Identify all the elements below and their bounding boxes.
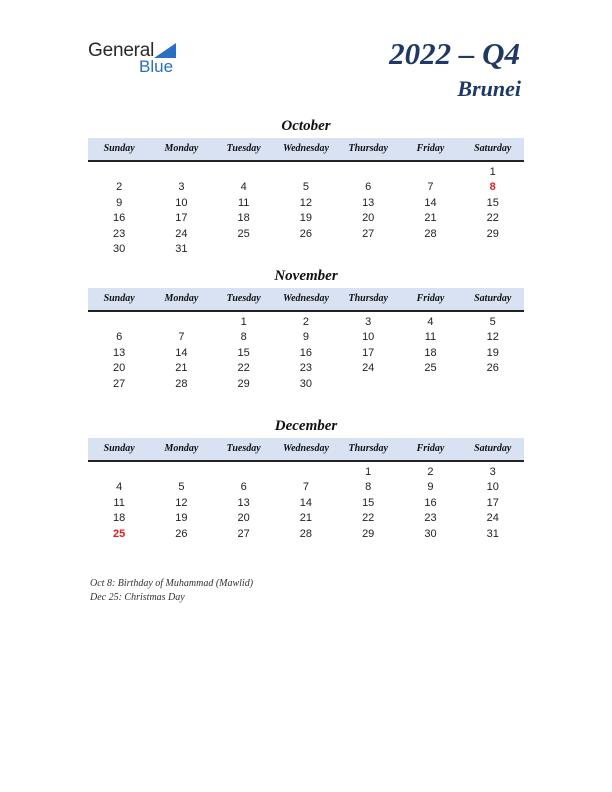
day-cell: 2 (302, 316, 309, 328)
day-cell: 30 (299, 377, 313, 390)
day-cell: 11 (424, 331, 437, 344)
logo-triangle-icon (154, 43, 176, 58)
weekday-label: Friday (416, 143, 445, 154)
weekday-label: Friday (416, 443, 445, 454)
day-cell: 3 (178, 181, 185, 194)
weekday-label: Wednesday (282, 143, 329, 154)
day-cell: 4 (116, 481, 123, 494)
day-cell: 16 (113, 212, 126, 225)
day-cell (213, 165, 275, 180)
day-cell: 31 (486, 527, 499, 540)
day-cell: 30 (424, 527, 437, 540)
day-cell: 17 (486, 496, 499, 509)
day-cell (337, 377, 399, 392)
day-cell: 10 (175, 196, 188, 209)
day-cell (399, 165, 461, 180)
day-cell: 8 (365, 481, 372, 494)
day-cell (462, 377, 524, 392)
day-cell: 5 (489, 316, 496, 328)
day-cell: 2 (116, 181, 123, 194)
day-cell: 6 (240, 481, 247, 494)
day-cell (88, 465, 150, 480)
day-cell: 9 (302, 331, 309, 344)
day-cell (462, 242, 524, 257)
day-cell: 6 (365, 181, 372, 194)
week-row (88, 180, 524, 195)
day-cell: 1 (489, 166, 496, 178)
day-cell (88, 165, 150, 180)
day-cell: 12 (486, 331, 499, 344)
weekday-header (88, 288, 524, 312)
week-row (88, 361, 524, 376)
holiday-day-cell: 25 (113, 527, 126, 540)
week-row (88, 165, 524, 180)
weekday-header (88, 138, 524, 162)
day-cell: 3 (489, 466, 496, 478)
day-cell: 13 (113, 346, 126, 359)
day-cell (275, 465, 337, 480)
day-cell (275, 165, 337, 180)
day-cell: 9 (427, 481, 434, 494)
day-cell: 24 (362, 362, 375, 375)
month-october (88, 116, 524, 257)
weekday-label: Thursday (348, 143, 388, 154)
day-cell: 17 (362, 346, 375, 359)
day-cell: 23 (299, 362, 313, 375)
day-cell: 6 (116, 331, 123, 344)
day-cell (150, 315, 212, 330)
week-row (88, 315, 524, 330)
month-title: October (281, 118, 331, 134)
day-cell: 13 (237, 496, 250, 509)
day-cell: 30 (113, 242, 126, 255)
day-cell: 23 (113, 227, 126, 240)
week-row (88, 242, 524, 257)
weekday-label: Monday (164, 293, 199, 304)
day-cell: 22 (486, 212, 499, 225)
holiday-note: Oct 8: Birthday of Muhammad (Mawlid) (90, 578, 254, 589)
day-cell: 20 (237, 512, 250, 525)
day-cell: 14 (175, 346, 188, 359)
day-cell: 18 (237, 212, 250, 225)
day-cell (337, 242, 399, 257)
day-cell: 29 (362, 527, 375, 540)
weekday-label: Sunday (103, 293, 135, 304)
week-row (88, 465, 524, 480)
day-cell (399, 242, 461, 257)
day-cell: 16 (424, 496, 437, 509)
weekday-label: Wednesday (282, 293, 329, 304)
day-cell: 15 (237, 346, 250, 359)
day-cell: 17 (175, 212, 188, 225)
holiday-notes (90, 577, 253, 605)
day-cell: 8 (240, 331, 247, 344)
day-cell: 13 (362, 196, 375, 209)
day-cell: 28 (299, 527, 313, 540)
day-cell: 15 (486, 196, 499, 209)
week-row (88, 496, 524, 511)
holiday-day-cell: 8 (489, 181, 496, 194)
weekday-label: Tuesday (226, 293, 261, 304)
day-cell: 27 (113, 377, 126, 390)
day-cell: 10 (486, 481, 499, 494)
weekday-label: Thursday (348, 293, 388, 304)
day-cell: 18 (113, 512, 126, 525)
day-cell (337, 165, 399, 180)
day-cell: 2 (427, 466, 434, 478)
day-cell: 22 (237, 362, 250, 375)
country-name: Brunei (457, 76, 521, 101)
month-grid (88, 165, 524, 257)
day-cell: 1 (240, 316, 247, 328)
week-row (88, 480, 524, 495)
week-row (88, 227, 524, 242)
weekday-label: Tuesday (226, 443, 261, 454)
day-cell: 28 (424, 227, 437, 240)
day-cell: 25 (237, 227, 250, 240)
day-cell: 26 (175, 527, 188, 540)
week-row (88, 527, 524, 542)
week-row (88, 346, 524, 361)
day-cell: 7 (302, 481, 309, 494)
day-cell: 22 (362, 512, 375, 525)
day-cell: 31 (175, 242, 188, 255)
weekday-label: Saturday (474, 293, 512, 304)
day-cell: 9 (116, 196, 123, 209)
day-cell: 12 (299, 196, 313, 209)
day-cell: 3 (365, 316, 372, 328)
day-cell: 7 (178, 331, 185, 344)
day-cell (88, 315, 150, 330)
month-december (88, 416, 524, 542)
day-cell: 14 (299, 496, 313, 509)
weekday-label: Tuesday (226, 143, 261, 154)
day-cell: 20 (362, 212, 375, 225)
week-row (88, 377, 524, 392)
weekday-label: Monday (164, 143, 199, 154)
day-cell: 21 (424, 212, 437, 225)
holiday-note: Dec 25: Christmas Day (90, 592, 185, 603)
day-cell: 27 (237, 527, 250, 540)
day-cell: 19 (486, 346, 499, 359)
day-cell: 12 (175, 496, 188, 509)
weekday-header (88, 438, 524, 462)
day-cell: 29 (237, 377, 250, 390)
day-cell: 26 (486, 362, 499, 375)
day-cell: 16 (299, 346, 313, 359)
day-cell (213, 465, 275, 480)
day-cell: 20 (113, 362, 126, 375)
day-cell: 21 (175, 362, 188, 375)
day-cell: 11 (237, 196, 250, 209)
day-cell: 24 (175, 227, 188, 240)
day-cell: 23 (424, 512, 437, 525)
day-cell: 7 (427, 181, 434, 194)
week-row (88, 511, 524, 526)
weekday-label: Friday (416, 293, 445, 304)
day-cell: 14 (424, 196, 437, 209)
day-cell: 4 (427, 316, 434, 328)
week-row (88, 330, 524, 345)
day-cell (213, 242, 275, 257)
day-cell: 5 (302, 181, 309, 194)
week-row (88, 196, 524, 211)
month-title: December (274, 418, 338, 434)
day-cell: 4 (240, 181, 247, 194)
day-cell: 25 (424, 362, 437, 375)
month-november (88, 266, 524, 392)
day-cell: 19 (299, 212, 313, 225)
day-cell: 27 (362, 227, 375, 240)
weekday-label: Monday (164, 443, 199, 454)
logo-general-text: General (88, 40, 155, 61)
day-cell: 19 (175, 512, 188, 525)
weekday-label: Saturday (474, 443, 512, 454)
week-row (88, 211, 524, 226)
day-cell: 21 (299, 512, 313, 525)
weekday-label: Thursday (348, 443, 388, 454)
day-cell: 18 (424, 346, 437, 359)
day-cell: 10 (362, 331, 375, 344)
day-cell: 28 (175, 377, 188, 390)
day-cell (275, 242, 337, 257)
day-cell: 11 (113, 496, 125, 509)
weekday-label: Sunday (103, 143, 135, 154)
day-cell: 15 (362, 496, 375, 509)
day-cell: 5 (178, 481, 185, 494)
weekday-label: Sunday (103, 443, 135, 454)
weekday-label: Saturday (474, 143, 512, 154)
day-cell: 1 (365, 466, 372, 478)
day-cell: 24 (486, 512, 499, 525)
day-cell (150, 465, 212, 480)
weekday-label: Wednesday (282, 443, 329, 454)
month-title: November (274, 268, 338, 284)
day-cell: 26 (299, 227, 313, 240)
month-grid (88, 315, 524, 392)
page-title: 2022 – Q4 (389, 36, 520, 71)
day-cell: 29 (486, 227, 499, 240)
logo-blue-text: Blue (139, 57, 174, 76)
month-grid (88, 465, 524, 542)
day-cell (150, 165, 212, 180)
day-cell (399, 377, 461, 392)
